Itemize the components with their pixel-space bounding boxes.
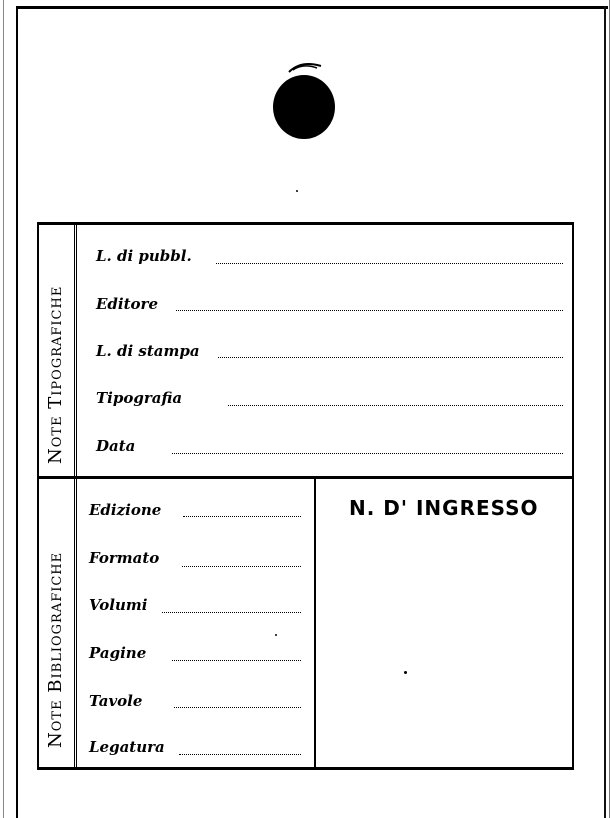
field-line-formato[interactable] <box>182 566 301 567</box>
field-label-tavole: Tavole <box>89 692 143 710</box>
scan-speck <box>275 634 277 636</box>
card-left-edge <box>16 6 18 818</box>
field-line-legatura[interactable] <box>179 754 301 755</box>
field-line-tipografia[interactable] <box>228 405 563 406</box>
field-line-luogo-stampa[interactable] <box>218 357 563 358</box>
scan-speck <box>296 190 298 192</box>
field-line-data[interactable] <box>172 453 563 454</box>
section-divider <box>37 476 574 479</box>
field-line-edizione[interactable] <box>183 516 301 517</box>
scan-speck <box>404 671 407 674</box>
field-label-pagine: Pagine <box>89 644 147 662</box>
field-label-editore: Editore <box>96 295 158 313</box>
page-edge-left <box>3 0 4 818</box>
field-label-luogo-stampa: L. di stampa <box>96 342 200 360</box>
section-label-bibliographic: Note Bibliografiche <box>45 551 66 748</box>
field-line-editore[interactable] <box>176 310 563 311</box>
field-label-edizione: Edizione <box>89 501 162 519</box>
field-label-formato: Formato <box>89 549 160 567</box>
page-edge-right <box>609 0 610 818</box>
section-label-typographic: Note Tipografiche <box>45 285 66 464</box>
field-line-luogo-pubblicazione[interactable] <box>216 263 563 264</box>
field-line-volumi[interactable] <box>162 612 301 613</box>
card-right-edge <box>604 6 606 818</box>
hole-reinforcement-mark <box>287 60 323 74</box>
field-label-legatura: Legatura <box>89 738 165 756</box>
punch-hole <box>273 75 335 139</box>
field-label-luogo-pubblicazione: L. di pubbl. <box>96 247 192 265</box>
field-label-volumi: Volumi <box>89 596 148 614</box>
field-label-tipografia: Tipografia <box>96 389 183 407</box>
field-line-pagine[interactable] <box>172 660 301 661</box>
field-line-tavole[interactable] <box>174 707 301 708</box>
ingresso-number-label: N. D' INGRESSO <box>349 496 539 520</box>
ingresso-divider <box>314 479 316 768</box>
field-label-data: Data <box>96 437 136 455</box>
card-top-edge <box>16 6 608 9</box>
